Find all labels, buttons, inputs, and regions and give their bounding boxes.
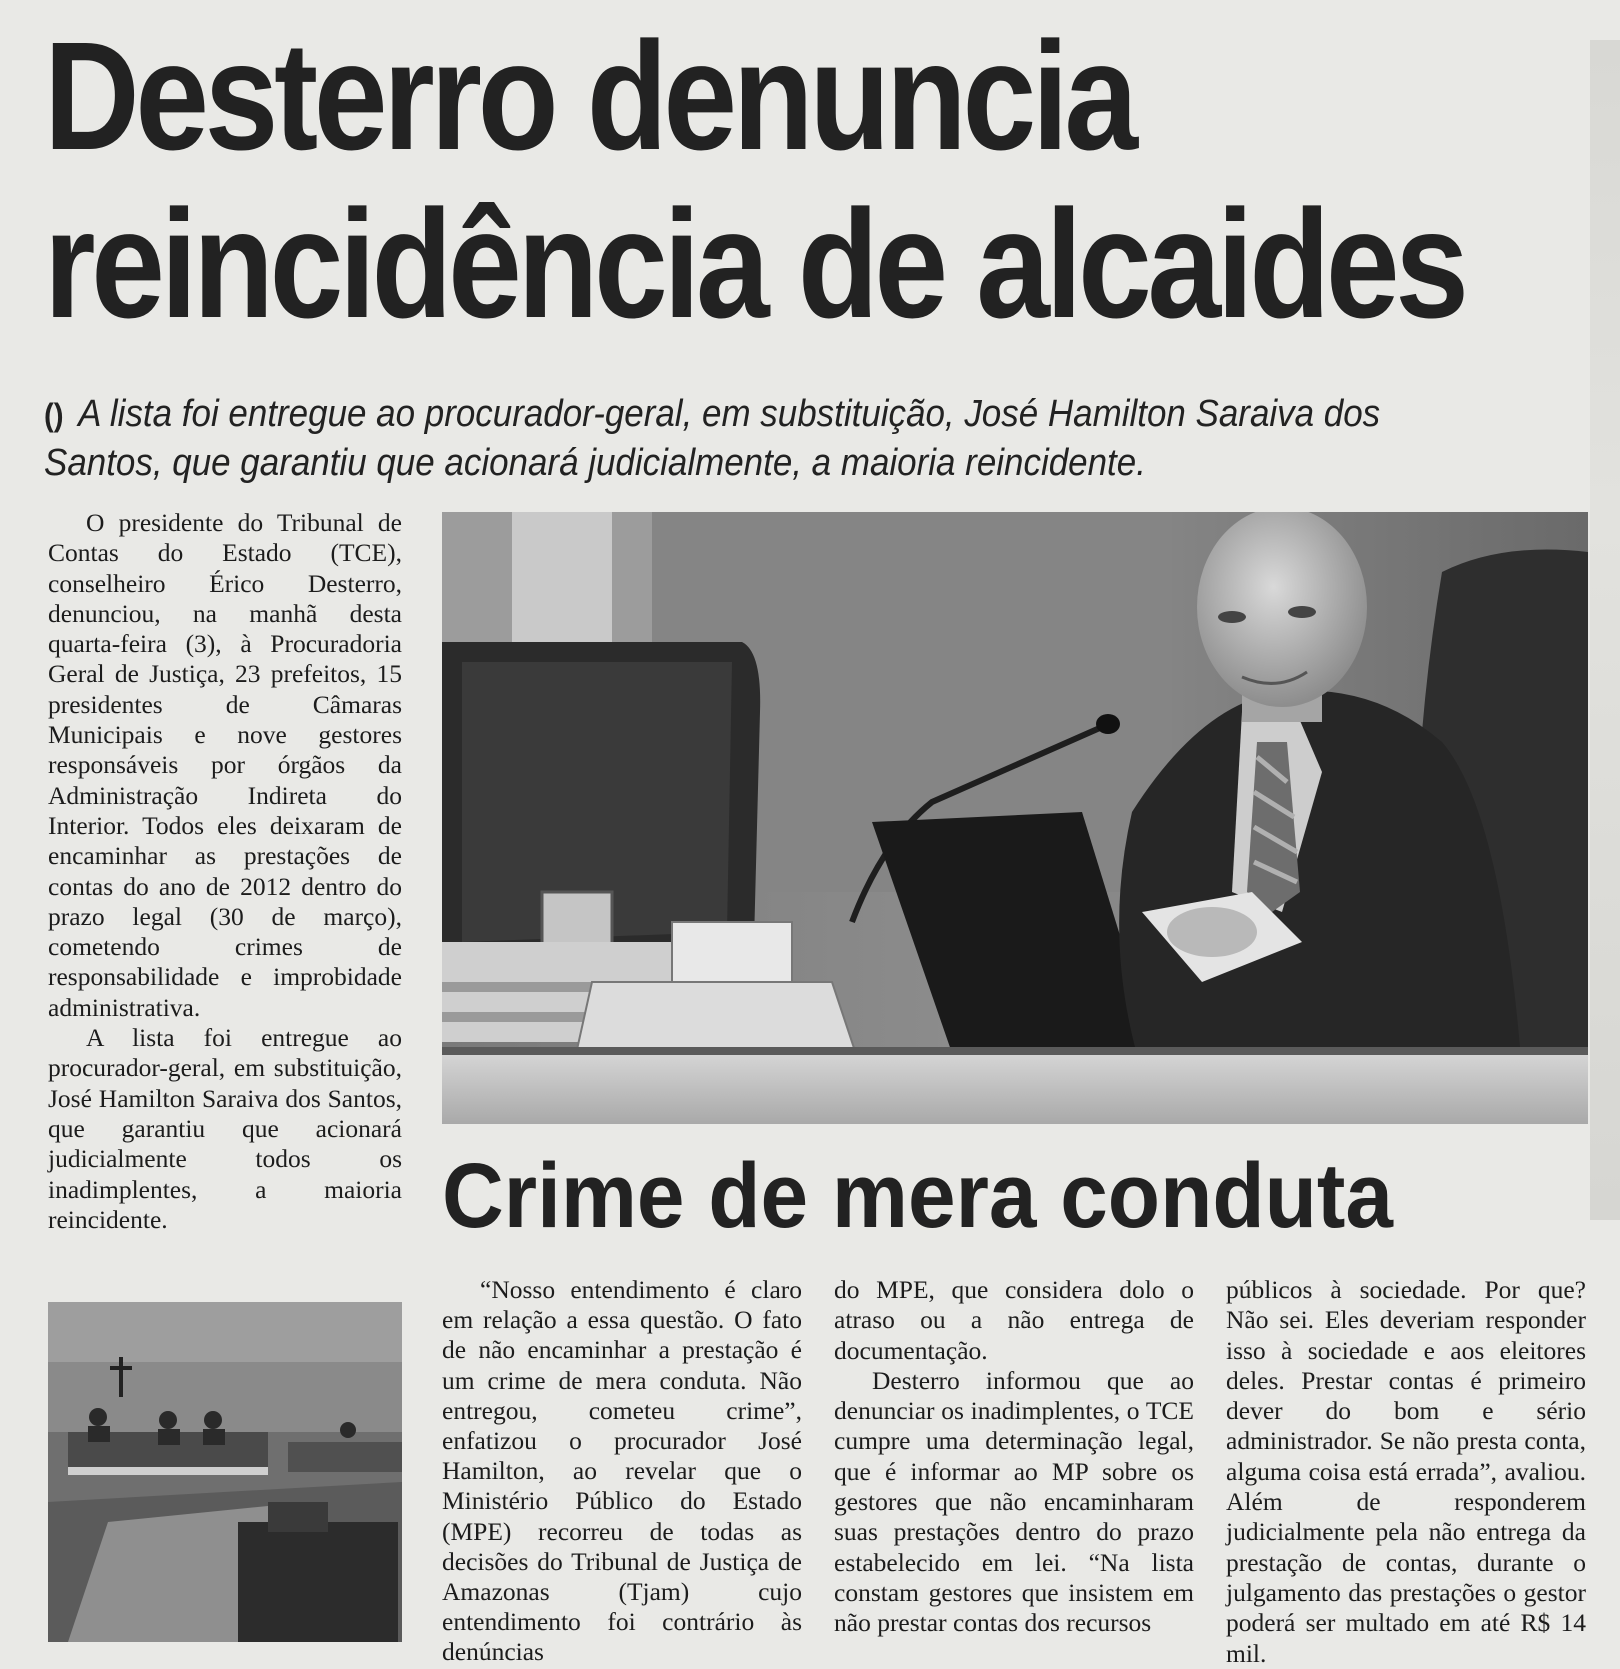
deck-text: A lista foi entregue ao procurador-geral, em substituição, José Hamilton Saraiva dos Santos, que garantiu que acionará judicialmente, a maioria reincidente.: [44, 393, 1381, 484]
main-photo: [442, 512, 1588, 1124]
plenary-photo: [48, 1302, 402, 1642]
body-column-1: [442, 1275, 802, 1668]
body-paragraph-1: “Nosso entendimento é claro em relação a essa questão. O fato de não encaminhar a prestação é um crime de mera conduta. Não entregou, cometeu crime”, enfatizou o procurador José Hamilton, ao revelar que o Ministério Público do Estado (MPE) recorreu de todas as decisões do Tribunal de Justiça de Amazonas (Tjam) cujo entendimento foi contrário às denúncias: [442, 1275, 802, 1667]
intro-paragraph-1: O presidente do Tribunal de Contas do Estado (TCE), conselheiro Érico Desterro, denunciou, na manhã desta quarta-feira (3), à Procuradoria Geral de Justiça, 23 prefeitos, 15 presidentes de Câmaras Municipais e nove gestores responsáveis por órgãos da Administração Indireta do Interior. Todos eles deixaram de encaminhar as prestações de contas do ano de 2012 dentro do prazo legal (30 de março), cometendo crimes de responsabilidade e improbidade administrativa.: [48, 508, 402, 1022]
body-paragraph-continued-3: públicos à sociedade. Por que? Não sei. Eles deveriam responder isso à sociedade e aos eleitores deles. Prestar contas é primeiro dever do bom e sério administrador. Se não presta conta, alguma coisa está errada”, avaliou. Além de responderem judicialmente pela não entrega da prestação de contas, durante o julgamento das prestações o gestor poderá ser multado em até R$ 14 mil.: [1226, 1275, 1586, 1668]
headline-line-2: reincidência de alcaides: [44, 178, 1465, 350]
body-column-2: [834, 1275, 1194, 1639]
intro-paragraph-2: A lista foi entregue ao procurador-geral, em substituição, José Hamilton Saraiva dos Santos, que garantiu que acionará judicialmente todos os inadimplentes, a maioria reincidente.: [48, 1023, 402, 1234]
subhead: Crime de mera conduta: [442, 1145, 1393, 1247]
intro-column: [48, 508, 402, 1235]
headline: [44, 10, 1465, 350]
body-paragraph-continued-2: do MPE, que considera dolo o atraso ou a não entrega de documentação.: [834, 1275, 1194, 1365]
page-edge-shadow: [1590, 40, 1620, 1220]
deck: [44, 390, 1461, 487]
quote-marker-icon: (): [44, 397, 64, 433]
plenary-photo-illustration: [48, 1302, 402, 1642]
headline-line-1: Desterro denuncia: [44, 10, 1134, 182]
body-paragraph-2: Desterro informou que ao denunciar os inadimplentes, o TCE cumpre uma determinação legal, que é informar ao MP sobre os gestores que não encaminharam suas prestações dentro do prazo estabelecido em lei. “Na lista constam gestores que insistem em não prestar contas dos recursos: [834, 1365, 1194, 1638]
body-column-3: [1226, 1275, 1586, 1669]
main-photo-illustration: [442, 512, 1588, 1124]
